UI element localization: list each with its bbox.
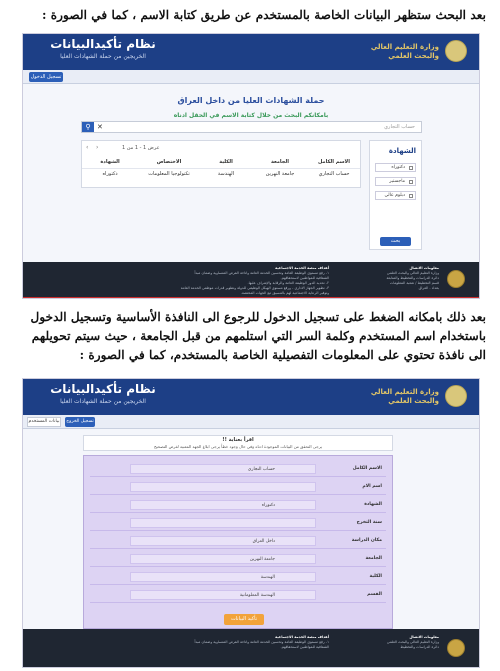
col-header-university: الجامعة — [270, 159, 290, 165]
footer-goals-line: ٢- تحديد الدور الوظيفة العامة والرقابة والإشراف عليها. — [247, 281, 329, 285]
ministry-line-1: وزارة التعليم العالي — [370, 388, 439, 396]
form-field-label: الشهادة — [364, 502, 382, 507]
ministry-name — [371, 43, 439, 61]
form-row — [90, 462, 386, 477]
footer-contact — [379, 635, 439, 650]
ministry-name — [371, 388, 439, 406]
search-input[interactable]: حساب التجاري — [384, 124, 415, 130]
details-form — [83, 455, 393, 629]
cell-degree: دكتوراه — [102, 171, 118, 177]
footer-contact-title: معلومات الاتصال — [409, 635, 439, 639]
footer-contact — [379, 266, 439, 291]
col-header-college: الكلية — [219, 159, 233, 165]
form-field-value: حساب التجاري — [247, 467, 275, 472]
form-row — [90, 552, 386, 567]
form-field-label: القسم — [367, 592, 382, 597]
ministry-line-2: والبحث العلمي — [388, 52, 439, 60]
footer-goals — [89, 266, 329, 296]
table-row[interactable] — [82, 171, 360, 183]
cell-college: الهندسة — [217, 171, 235, 177]
search-button[interactable] — [82, 122, 94, 132]
form-field-label: سنة التخرج — [356, 520, 382, 525]
nav-bar — [23, 70, 479, 84]
ministry-line-2: والبحث العلمي — [388, 397, 439, 405]
footer-goals-line: ١- رفع مستوى الوظيفة العامة وتحسين الخدمة العامة واتاحة الفرص المتساوية وضمان مبدأ — [194, 640, 329, 644]
footer-goals-line: ١- رفع مستوى الوظيفة العامة وتحسين الخدمة العامة واتاحة الفرص المتساوية وضمان مبدأ — [194, 271, 329, 275]
form-field-input[interactable] — [130, 518, 316, 528]
user-menu[interactable] — [27, 417, 61, 427]
col-header-fullname: الاسم الكامل — [318, 159, 350, 165]
notice-text: يرجى التحقق من البيانات الموجودة ادناه وفي حال وجود خطأ يرجى ابلاغ الجهة المعنية لغرض التصحيح — [153, 444, 323, 449]
site-footer — [23, 262, 479, 299]
nav-bar — [23, 415, 479, 429]
checkbox-icon[interactable] — [409, 166, 413, 170]
checkbox-icon[interactable] — [409, 180, 413, 184]
form-field-label: مكان الدراسة — [351, 538, 382, 543]
ministry-emblem-icon — [445, 385, 467, 407]
footer-accent-bar — [23, 297, 479, 299]
system-subtitle: الخريجين من حملة الشهادات العليا — [60, 398, 146, 405]
user-menu-label: بيانات المستخدم — [28, 419, 60, 424]
form-field-label: الجامعة — [365, 556, 382, 561]
filter-option-label: ماجستير — [389, 179, 405, 184]
form-field-value: دكتوراه — [261, 503, 275, 508]
form-field-value: الهندسة — [260, 575, 275, 580]
footer-goals-line: ٣- تطوير الجهاز الاداري - ورفع مستوى الهيكل الوظيفي للدولة وتطوير قدرات موظفي الخدمة العامة — [180, 286, 329, 290]
ministry-seal-icon — [447, 639, 465, 657]
pagination-prev-icon[interactable]: ‹ — [86, 144, 89, 151]
login-button[interactable]: تسجيل الدخول — [30, 74, 62, 80]
site-header — [23, 379, 479, 415]
pagination-next-icon[interactable]: › — [96, 144, 99, 151]
form-field-value: جامعة النهرين — [249, 557, 275, 562]
footer-contact-line: قسم التخطيط / شعبة المعلومات — [389, 281, 439, 285]
table-header-row — [82, 159, 360, 169]
page-subheading: بامكانكم البحث من خلال كتابة الاسم في الحقل ادناه — [173, 112, 329, 119]
form-field-input[interactable] — [130, 536, 316, 546]
system-title: نظام تأكيدالبيانات — [50, 382, 156, 396]
form-row — [90, 588, 386, 603]
footer-goals-line: وتوفير الرعاية الاجتماعية لهم بالتنسيق مع الجهات المختصة. — [240, 291, 329, 295]
footer-contact-line: بغداد - العراق — [418, 286, 439, 290]
cell-university: جامعة النهرين — [265, 171, 295, 177]
form-row — [90, 498, 386, 513]
checkbox-icon[interactable] — [409, 194, 413, 198]
form-field-input[interactable] — [130, 554, 316, 564]
system-title: نظام تأكيدالبيانات — [50, 37, 156, 51]
footer-goals — [89, 635, 329, 650]
footer-goals-line: الشفافية للمواطنين لاستحقاقهم. — [280, 645, 329, 649]
form-row — [90, 534, 386, 549]
ministry-line-1: وزارة التعليم العالي — [370, 43, 439, 51]
ministry-emblem-icon — [445, 40, 467, 62]
search-results-screenshot — [22, 33, 480, 299]
footer-contact-line: وزارة التعليم العالي والبحث العلمي — [386, 640, 439, 644]
form-field-label: الكلية — [369, 574, 382, 579]
site-header — [23, 34, 479, 70]
results-panel — [81, 140, 361, 188]
cell-fullname: حساب التجاري — [318, 171, 350, 177]
filter-title: الشهادة — [388, 147, 416, 155]
footer-contact-line: دائرة الدراسات والتخطيط والمتابعة — [386, 276, 439, 280]
confirm-data-button[interactable]: تأكيد البيانات — [224, 614, 264, 625]
filter-option-1[interactable] — [375, 163, 416, 172]
site-footer — [23, 629, 479, 668]
form-field-input[interactable] — [130, 572, 316, 582]
clear-icon[interactable]: ✕ — [97, 123, 103, 131]
footer-goals-line: الشفافية للمواطنين لاستحقاقهم. — [280, 276, 329, 280]
form-row — [90, 516, 386, 531]
form-field-input[interactable] — [130, 464, 316, 474]
footer-contact-line: دائرة الدراسات والتخطيط — [400, 645, 439, 649]
page-heading: حملة الشهادات العليا من داخل العراق — [177, 96, 325, 105]
filter-option-label: دكتوراه — [391, 165, 405, 170]
degree-filter-panel — [369, 140, 422, 250]
intro-paragraph: بعد البحث ستظهر البيانات الخاصة بالمستخدم عن طريق كتابة الاسم ، كما في الصورة : — [42, 8, 486, 22]
system-subtitle: الخريجين من حملة الشهادات العليا — [60, 53, 146, 60]
search-bar — [81, 121, 422, 133]
site-logo-title — [43, 37, 163, 60]
filter-option-2[interactable] — [375, 177, 416, 186]
search-icon: ⚲ — [85, 123, 91, 131]
filter-option-label: دبلوم عالي — [384, 193, 405, 198]
cell-specialty: تكنولوجيا المعلومات — [148, 171, 190, 177]
instructions-paragraph: بعد ذلك بامكانه الضغط على تسجيل الدخول للرجوع الى النافذة الأساسية وتسجيل الدخول باستخدام اسم المستخدم وكلمة السر التي استلمهم من قبل الجامعة ، حيث سيتم تحويلهم الى نافذة تحتوي على المعلومات التفصيلية الخاصة بالمستخدم، كما في الصورة : — [30, 310, 486, 362]
user-details-screenshot — [22, 378, 480, 668]
footer-goals-title: أهداف منصة الخدمة الاجتماعية — [275, 635, 329, 639]
filter-option-3[interactable] — [375, 191, 416, 200]
col-header-degree: الشهادة — [100, 159, 120, 165]
form-row — [90, 570, 386, 585]
notice-box — [83, 435, 393, 451]
form-field-input[interactable] — [130, 590, 316, 600]
site-logo-title — [43, 382, 163, 405]
form-row — [90, 480, 386, 495]
form-field-label: الاسم الكامل — [352, 466, 382, 471]
notice-title: اقرأ بعناية !! — [222, 437, 254, 443]
footer-goals-title: أهداف منصة الخدمة الاجتماعية — [275, 266, 329, 270]
logout-button[interactable]: تسجيل الخروج — [65, 417, 95, 427]
form-field-input[interactable] — [130, 500, 316, 510]
form-field-label: اسم الام — [362, 484, 382, 489]
footer-contact-title: معلومات الاتصال — [409, 266, 439, 270]
form-field-value: داخل العراق — [252, 539, 275, 544]
ministry-seal-icon — [447, 270, 465, 288]
footer-contact-line: وزارة التعليم العالي والبحث العلمي — [386, 271, 439, 275]
form-field-value: الهندسة المعلوماتية — [239, 593, 275, 598]
form-field-input[interactable] — [130, 482, 316, 492]
filter-search-button[interactable]: بحث — [380, 237, 411, 246]
col-header-specialty: الاختصاص — [156, 159, 182, 165]
pagination-info: عرض 1 - 1 من 1 — [122, 145, 160, 151]
